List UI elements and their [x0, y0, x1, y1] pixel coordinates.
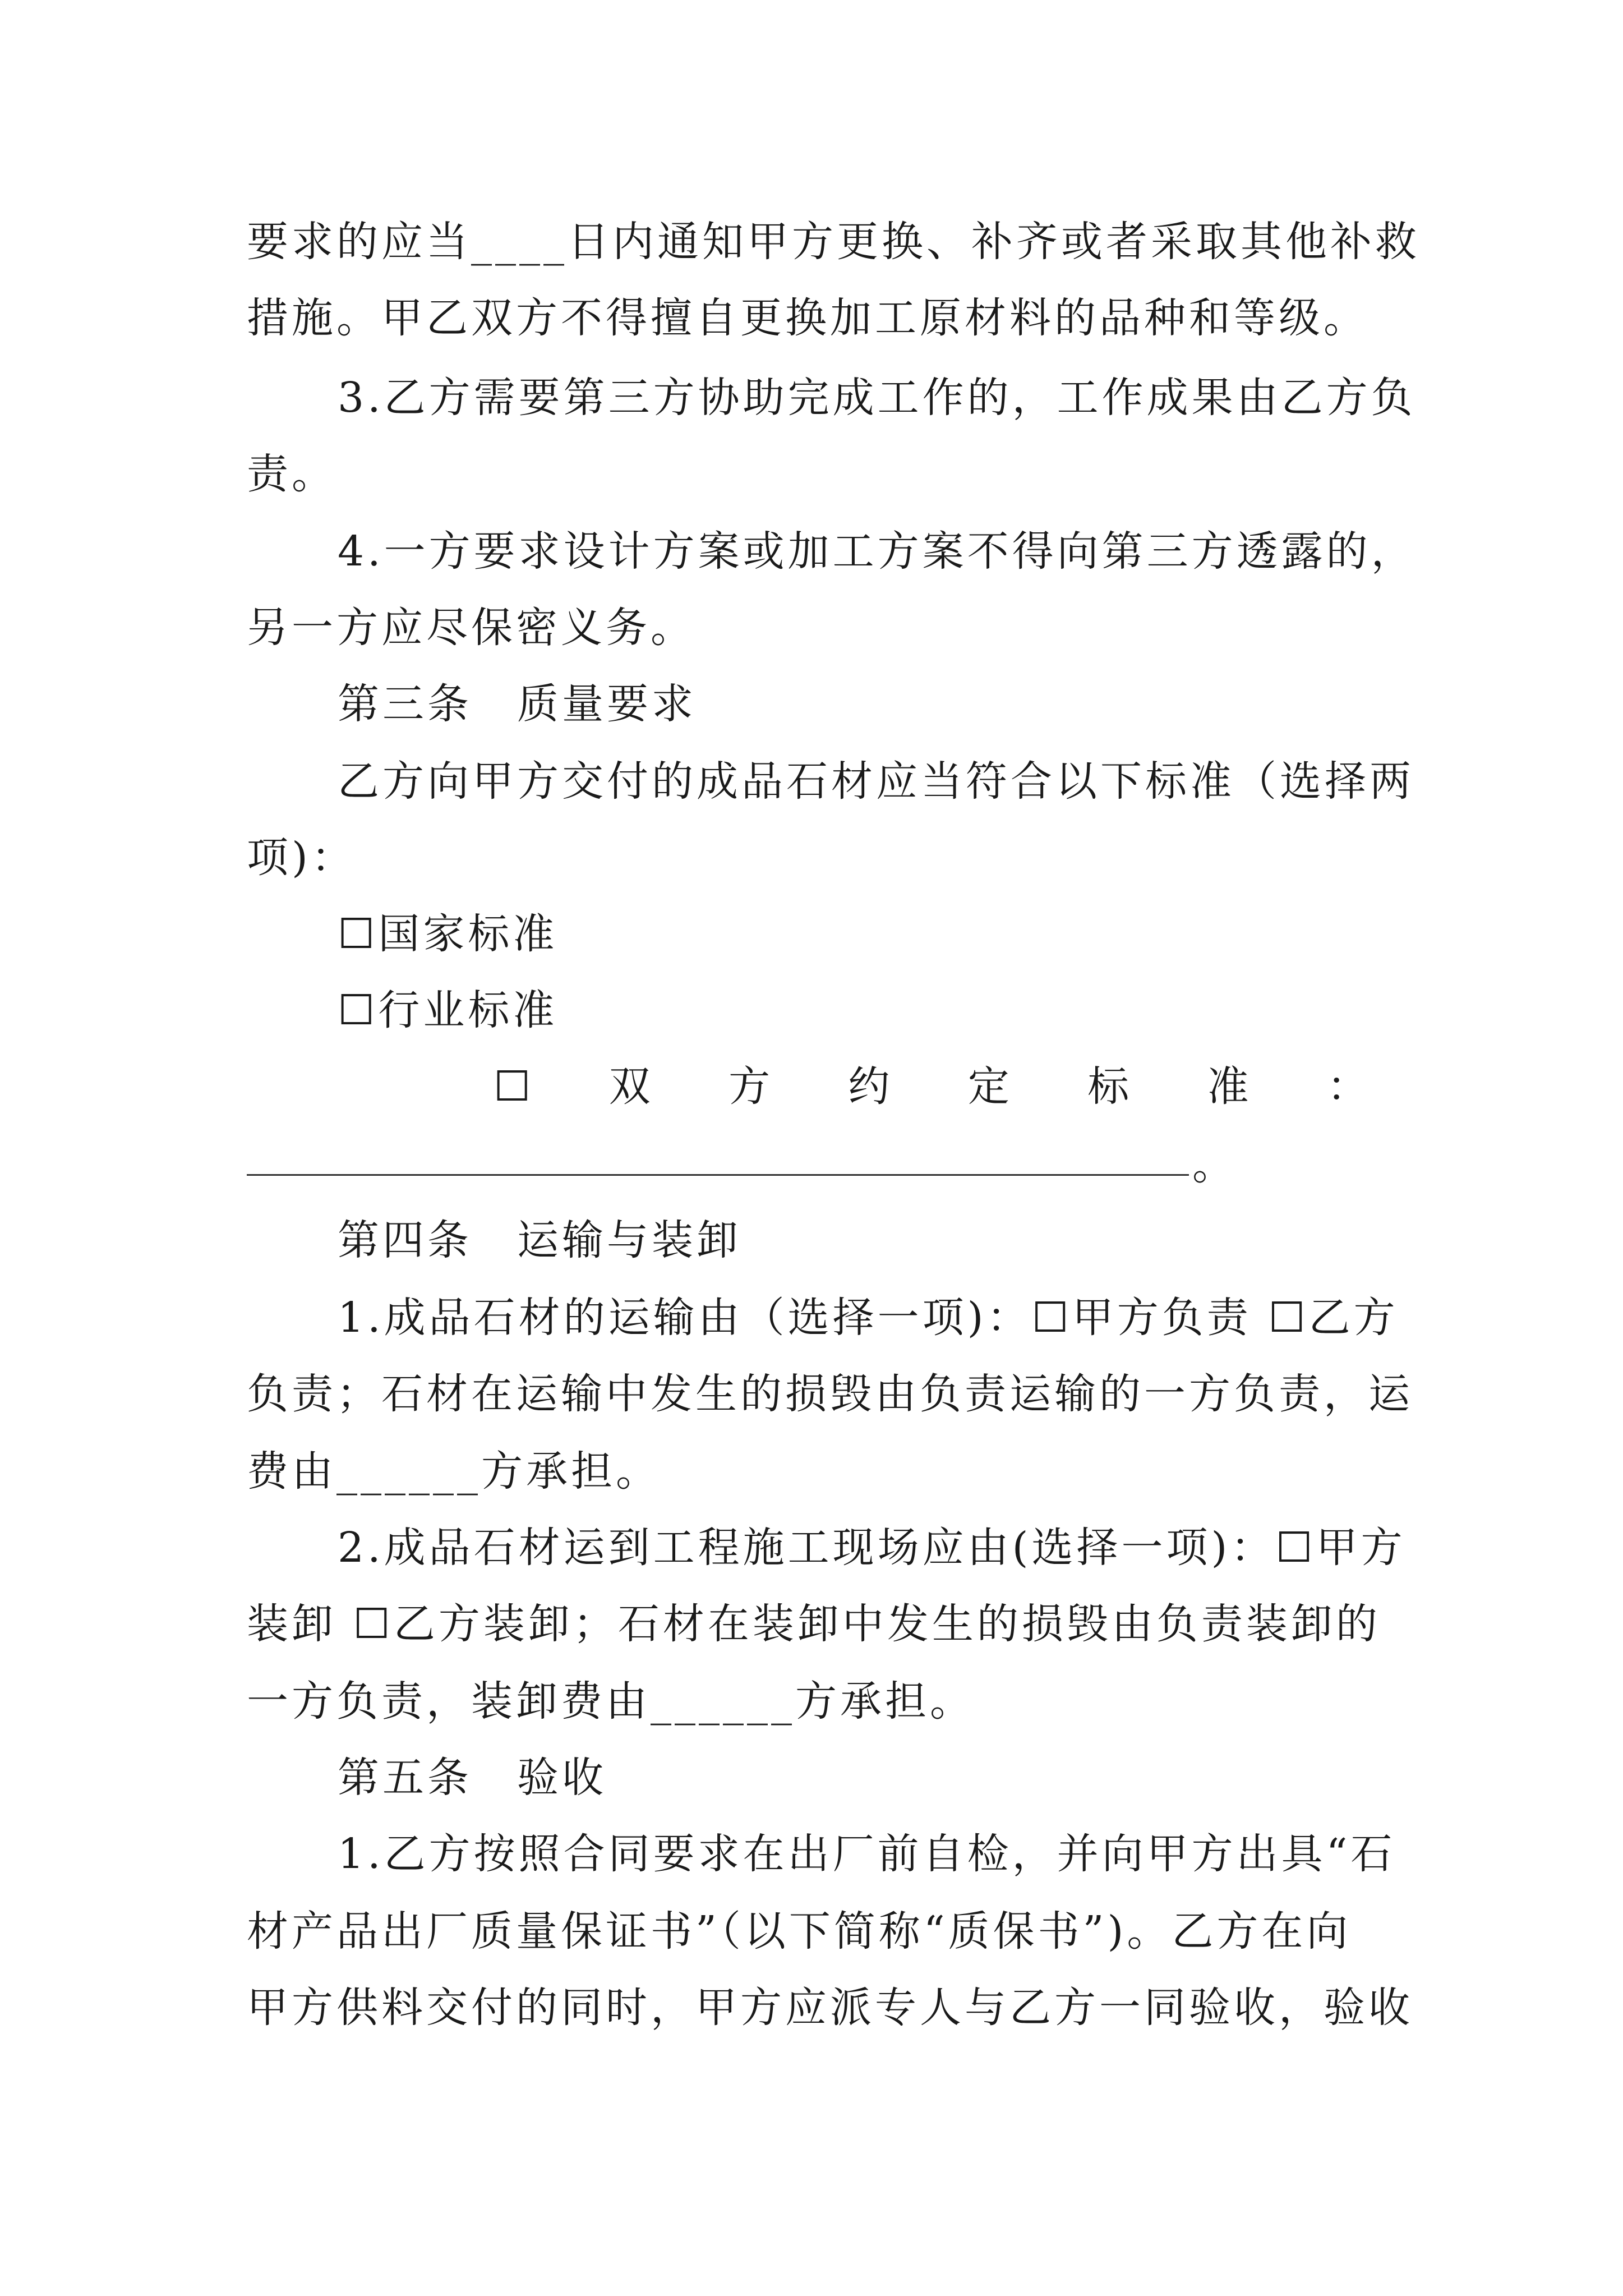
section-heading-article-3: 第三条 质量要求	[338, 680, 697, 728]
text-line: 项)：	[247, 834, 356, 882]
spread-char: 方	[728, 1062, 771, 1111]
checkbox-industry-standard[interactable]: ☐行业标准	[338, 986, 558, 1034]
checkbox-icon: ☐	[494, 1062, 531, 1111]
text-line: 另一方应尽保密义务。	[247, 604, 695, 652]
text-line: 乙方向甲方交付的成品石材应当符合以下标准（选择两	[338, 757, 1414, 806]
text-line: 负责；石材在运输中发生的损毁由负责运输的一方负责，运	[247, 1370, 1413, 1418]
section-heading-article-5: 第五条 验收	[338, 1754, 607, 1802]
spread-char: 标	[1087, 1062, 1129, 1111]
spread-char: 约	[848, 1062, 890, 1111]
text-line: 费由______方承担。	[247, 1447, 661, 1496]
spread-char: 准	[1207, 1062, 1249, 1111]
text-line: 装卸 ☐乙方装卸；石材在装卸中发生的损毁由负责装卸的	[247, 1600, 1381, 1648]
clause-3-text: 3.乙方需要第三方协助完成工作的，工作成果由乙方负	[338, 374, 1416, 422]
text-line: 材产品出厂质量保证书”（以下简称“质保书”)。乙方在向	[247, 1907, 1352, 1955]
text-line: 责。	[247, 450, 336, 498]
spread-char: 定	[967, 1062, 1009, 1111]
section-heading-article-4: 第四条 运输与装卸	[338, 1216, 741, 1264]
text-line: 措施。甲乙双方不得擅自更换加工原材料的品种和等级。	[247, 294, 1368, 342]
text-line: 甲方供料交付的同时，甲方应派专人与乙方一同验收，验收	[247, 1984, 1413, 2032]
clause-4-2-text: 2.成品石材运到工程施工现场应由(选择一项)：☐甲方	[338, 1524, 1406, 1572]
clause-5-1-text: 1.乙方按照合同要求在出厂前自检，并向甲方出具“石	[338, 1830, 1396, 1878]
checkbox-national-standard[interactable]: ☐国家标准	[338, 910, 558, 958]
clause-4-1-text: 1.成品石材的运输由（选择一项)：☐甲方负责 ☐乙方	[338, 1294, 1399, 1342]
spread-char: 双	[608, 1062, 651, 1111]
checkbox-agreed-standard[interactable]	[494, 1062, 1368, 1111]
blank-line[interactable]	[247, 1174, 1189, 1176]
spread-char: ：	[1326, 1062, 1368, 1111]
text-line: 一方负责，装卸费由______方承担。	[247, 1677, 975, 1726]
text-line: 要求的应当____日内通知甲方更换、补齐或者采取其他补救	[247, 218, 1420, 266]
end-period: 。	[1192, 1141, 1234, 1189]
clause-4-text: 4.一方要求设计方案或加工方案不得向第三方透露的，	[338, 527, 1416, 576]
